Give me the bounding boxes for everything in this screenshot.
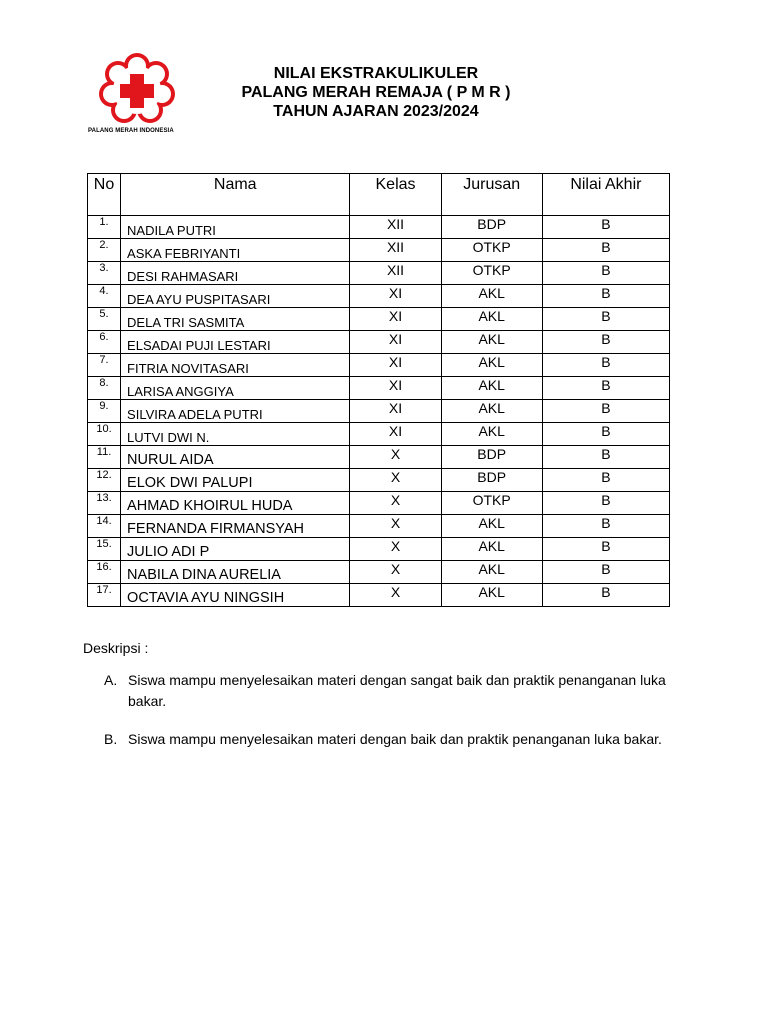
header-nilai-akhir: Nilai Akhir <box>542 174 669 216</box>
cell-jurusan: AKL <box>441 377 542 400</box>
cell-jurusan: OTKP <box>441 262 542 285</box>
table-row <box>88 584 670 607</box>
cell-jurusan: OTKP <box>441 492 542 515</box>
cell-nama: FERNANDA FIRMANSYAH <box>121 515 350 538</box>
cell-jurusan: BDP <box>441 446 542 469</box>
table-row <box>88 446 670 469</box>
cell-kelas: XII <box>350 216 441 239</box>
cell-kelas: XI <box>350 285 441 308</box>
cell-nama: ELSADAI PUJI LESTARI <box>121 331 350 354</box>
cell-nama: ASKA FEBRIYANTI <box>121 239 350 262</box>
cell-kelas: XI <box>350 377 441 400</box>
cell-no: 10. <box>88 423 121 446</box>
cell-no: 6. <box>88 331 121 354</box>
cell-kelas: X <box>350 538 441 561</box>
cell-nama: DELA TRI SASMITA <box>121 308 350 331</box>
cell-kelas: XII <box>350 239 441 262</box>
cell-nilai: B <box>542 331 669 354</box>
cell-jurusan: BDP <box>441 469 542 492</box>
description-text: Siswa mampu menyelesaikan materi dengan sangat baik dan praktik penanganan luka bakar. <box>128 672 666 709</box>
document-title <box>180 64 572 121</box>
cell-nilai: B <box>542 423 669 446</box>
cell-nilai: B <box>542 239 669 262</box>
cell-nilai: B <box>542 285 669 308</box>
grades-table <box>87 173 670 607</box>
red-cross-flower-icon <box>92 52 182 127</box>
cell-jurusan: AKL <box>441 515 542 538</box>
table-row <box>88 262 670 285</box>
cell-kelas: X <box>350 469 441 492</box>
cell-no: 1. <box>88 216 121 239</box>
cell-nama: NURUL AIDA <box>121 446 350 469</box>
cell-kelas: X <box>350 515 441 538</box>
cell-no: 2. <box>88 239 121 262</box>
cell-nilai: B <box>542 515 669 538</box>
table-row <box>88 515 670 538</box>
cell-jurusan: AKL <box>441 308 542 331</box>
table-row <box>88 423 670 446</box>
title-line-3: TAHUN AJARAN 2023/2024 <box>273 103 479 120</box>
header-kelas: Kelas <box>350 174 441 216</box>
table-row <box>88 538 670 561</box>
cell-nama: NADILA PUTRI <box>121 216 350 239</box>
cell-jurusan: AKL <box>441 584 542 607</box>
cell-nama: NABILA DINA AURELIA <box>121 561 350 584</box>
description-letter: A. <box>104 672 118 688</box>
cell-jurusan: AKL <box>441 400 542 423</box>
cell-nilai: B <box>542 308 669 331</box>
cell-nilai: B <box>542 584 669 607</box>
cell-jurusan: AKL <box>441 538 542 561</box>
cell-no: 16. <box>88 561 121 584</box>
header-jurusan: Jurusan <box>441 174 542 216</box>
cell-nilai: B <box>542 446 669 469</box>
cell-nilai: B <box>542 377 669 400</box>
cell-nilai: B <box>542 492 669 515</box>
cell-nilai: B <box>542 262 669 285</box>
cell-nilai: B <box>542 469 669 492</box>
table-row <box>88 561 670 584</box>
cell-jurusan: AKL <box>441 331 542 354</box>
table-row <box>88 331 670 354</box>
cell-nama: JULIO ADI P <box>121 538 350 561</box>
cell-kelas: XI <box>350 354 441 377</box>
header-no: No <box>88 174 121 216</box>
table-header-row <box>88 174 670 216</box>
cell-no: 14. <box>88 515 121 538</box>
cell-jurusan: AKL <box>441 561 542 584</box>
cell-jurusan: AKL <box>441 285 542 308</box>
cell-no: 4. <box>88 285 121 308</box>
cell-jurusan: AKL <box>441 423 542 446</box>
cell-nama: DEA AYU PUSPITASARI <box>121 285 350 308</box>
table-row <box>88 400 670 423</box>
cell-nama: AHMAD KHOIRUL HUDA <box>121 492 350 515</box>
cell-jurusan: OTKP <box>441 239 542 262</box>
cell-nama: FITRIA NOVITASARI <box>121 354 350 377</box>
table-row <box>88 308 670 331</box>
cell-nama: LARISA ANGGIYA <box>121 377 350 400</box>
cell-nilai: B <box>542 216 669 239</box>
cell-jurusan: BDP <box>441 216 542 239</box>
cell-no: 3. <box>88 262 121 285</box>
logo-caption: PALANG MERAH INDONESIA <box>88 128 174 134</box>
cell-kelas: XI <box>350 308 441 331</box>
cell-kelas: XI <box>350 400 441 423</box>
header-nama: Nama <box>121 174 350 216</box>
cell-no: 11. <box>88 446 121 469</box>
cell-kelas: XII <box>350 262 441 285</box>
cell-no: 9. <box>88 400 121 423</box>
cell-kelas: XI <box>350 331 441 354</box>
table-row <box>88 354 670 377</box>
title-line-2: PALANG MERAH REMAJA ( P M R ) <box>241 84 511 101</box>
cell-nilai: B <box>542 354 669 377</box>
cell-nama: DESI RAHMASARI <box>121 262 350 285</box>
cell-no: 12. <box>88 469 121 492</box>
table-row <box>88 469 670 492</box>
cell-nama: OCTAVIA AYU NINGSIH <box>121 584 350 607</box>
cell-nilai: B <box>542 561 669 584</box>
cell-nama: LUTVI DWI N. <box>121 423 350 446</box>
cell-nama: SILVIRA ADELA PUTRI <box>121 400 350 423</box>
cell-no: 17. <box>88 584 121 607</box>
table-row <box>88 492 670 515</box>
description-label: Deskripsi : <box>83 640 149 656</box>
cell-jurusan: AKL <box>441 354 542 377</box>
description-text: Siswa mampu menyelesaikan materi dengan baik dan praktik penanganan luka bakar. <box>128 731 662 747</box>
cell-kelas: X <box>350 446 441 469</box>
cell-nama: ELOK DWI PALUPI <box>121 469 350 492</box>
table-row <box>88 285 670 308</box>
description-letter: B. <box>104 731 118 747</box>
cell-no: 7. <box>88 354 121 377</box>
cell-no: 13. <box>88 492 121 515</box>
cell-kelas: XI <box>350 423 441 446</box>
title-line-1: NILAI EKSTRAKULIKULER <box>273 65 479 82</box>
cell-kelas: X <box>350 584 441 607</box>
table-row <box>88 377 670 400</box>
cell-kelas: X <box>350 492 441 515</box>
cell-no: 8. <box>88 377 121 400</box>
cell-nilai: B <box>542 400 669 423</box>
cell-no: 5. <box>88 308 121 331</box>
cell-nilai: B <box>542 538 669 561</box>
cell-kelas: X <box>350 561 441 584</box>
table-row <box>88 239 670 262</box>
table-row <box>88 216 670 239</box>
cell-no: 15. <box>88 538 121 561</box>
